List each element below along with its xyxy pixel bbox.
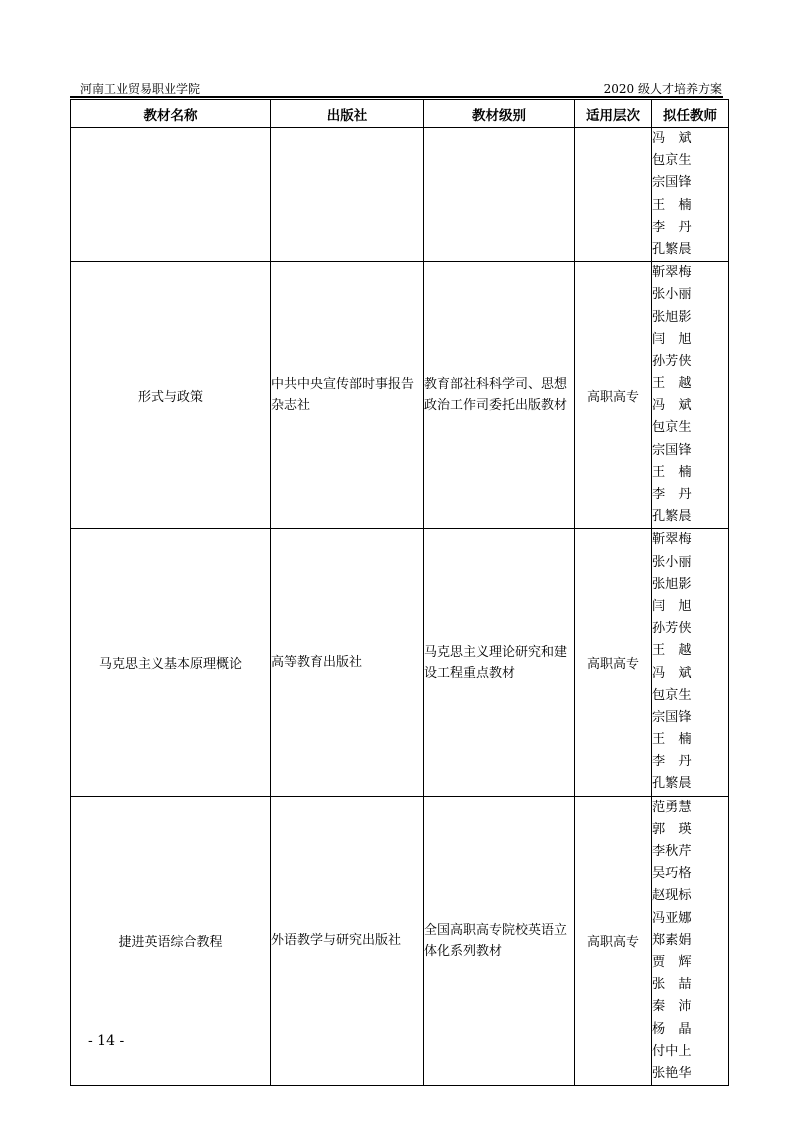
teacher-name: 包京生 (652, 687, 692, 703)
header-school-name: 河南工业贸易职业学院 (80, 82, 201, 96)
teacher-name: 孔繁晨 (652, 509, 692, 525)
cell-textbook-level: 马克思主义理论研究和建设工程重点教材 (424, 529, 575, 796)
page-number: - 14 - (88, 1033, 125, 1049)
teacher-name: 闫 旭 (652, 331, 692, 347)
cell-publisher (271, 128, 424, 262)
teacher-name: 宗国锋 (652, 442, 692, 458)
cell-teachers (652, 529, 729, 796)
teacher-name: 靳翠梅 (652, 532, 692, 548)
cell-textbook-level (424, 128, 575, 262)
teacher-name: 冯亚娜 (652, 910, 692, 926)
textbook-table (70, 99, 729, 1086)
teacher-name: 贾 辉 (652, 954, 692, 970)
cell-tier: 高职高专 (575, 796, 652, 1085)
cell-textbook-name: 马克思主义基本原理概论 (71, 529, 271, 796)
teacher-name: 郑素娟 (652, 932, 692, 948)
cell-tier (575, 128, 652, 262)
teacher-name: 李 丹 (652, 754, 692, 770)
header-rule (70, 96, 723, 98)
teacher-name: 郭 瑛 (652, 821, 692, 837)
teacher-name: 李 丹 (652, 487, 692, 502)
teacher-name: 宗国锋 (652, 175, 692, 191)
cell-textbook-name: 形式与政策 (71, 262, 271, 529)
teacher-name: 杨 晶 (652, 1021, 692, 1037)
teacher-name: 吴巧格 (652, 866, 692, 882)
column-header-name: 教材名称 (71, 100, 271, 128)
cell-teachers (652, 262, 729, 529)
cell-textbook-name (71, 128, 271, 262)
teacher-name: 王 越 (652, 643, 692, 659)
teacher-name: 李 丹 (652, 219, 692, 235)
cell-publisher: 高等教育出版社 (271, 529, 424, 796)
teacher-name: 王 楠 (652, 464, 692, 480)
teacher-name: 靳翠梅 (652, 265, 692, 281)
teacher-name: 冯 斌 (652, 131, 692, 146)
teacher-name: 孙芳侠 (652, 621, 692, 637)
teacher-name: 张旭影 (652, 309, 692, 325)
cell-publisher: 中共中央宣传部时事报告杂志社 (271, 262, 424, 529)
column-header-teachers: 拟任教师 (652, 100, 729, 128)
teacher-name: 李秋芹 (652, 844, 692, 859)
teacher-name: 张小丽 (652, 287, 692, 303)
teacher-name: 王 越 (652, 376, 692, 392)
teacher-name: 包京生 (652, 153, 692, 169)
table-row (71, 796, 729, 1085)
column-header-tier: 适用层次 (575, 100, 652, 128)
header-plan-title: 2020 级人才培养方案 (603, 82, 722, 96)
teacher-name: 张旭影 (652, 576, 692, 592)
teacher-name: 包京生 (652, 420, 692, 436)
column-header-level: 教材级别 (424, 100, 575, 128)
teacher-name: 闫 旭 (652, 598, 692, 614)
teacher-name: 冯 斌 (652, 665, 692, 681)
teacher-name: 付中上 (652, 1043, 692, 1059)
teacher-name: 孔繁晨 (652, 776, 692, 792)
cell-tier: 高职高专 (575, 529, 652, 796)
cell-textbook-level: 全国高职高专院校英语立体化系列教材 (424, 796, 575, 1085)
teacher-name: 孔繁晨 (652, 241, 692, 257)
teacher-name: 孙芳侠 (652, 353, 692, 369)
cell-publisher: 外语教学与研究出版社 (271, 796, 424, 1085)
teacher-name: 宗国锋 (652, 709, 692, 725)
table-row (71, 128, 729, 262)
teacher-name: 王 楠 (652, 197, 692, 213)
teacher-name: 赵现标 (652, 888, 692, 904)
teacher-name: 张 喆 (652, 977, 692, 993)
cell-textbook-name: 捷进英语综合教程 (71, 796, 271, 1085)
teacher-name: 张小丽 (652, 554, 692, 570)
cell-teachers (652, 128, 729, 262)
table-row (71, 529, 729, 796)
table-row (71, 262, 729, 529)
teacher-name: 秦 沛 (652, 999, 692, 1015)
teacher-name: 冯 斌 (652, 398, 692, 414)
table-header-row (71, 100, 729, 128)
cell-tier: 高职高专 (575, 262, 652, 529)
teacher-name: 张艳华 (652, 1065, 692, 1081)
cell-textbook-level: 教育部社科科学司、思想政治工作司委托出版教材 (424, 262, 575, 529)
teacher-name: 王 楠 (652, 732, 692, 748)
cell-teachers (652, 796, 729, 1085)
teacher-name: 范勇慧 (652, 799, 692, 815)
column-header-publisher: 出版社 (271, 100, 424, 128)
table-body (71, 128, 729, 1086)
